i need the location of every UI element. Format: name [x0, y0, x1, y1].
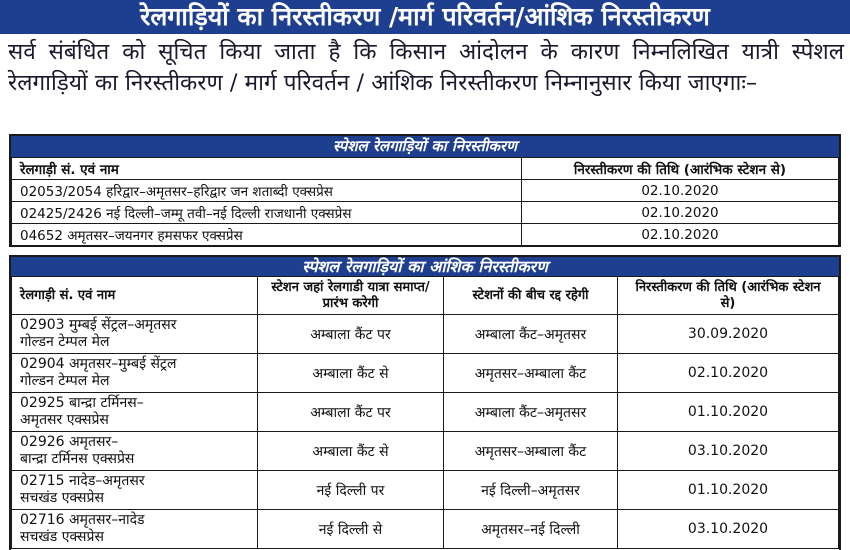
date-cell: 30.09.2020: [618, 315, 839, 354]
date-cell: 02.10.2020: [522, 224, 839, 246]
cancelled-between-cell: अम्बाला कैंट–अमृतसर: [444, 315, 618, 354]
table-row: [12, 224, 839, 246]
column-header-train: रेलगाड़ी सं. एवं नाम: [12, 277, 258, 315]
terminal-station-cell: अम्बाला कैंट से: [258, 354, 444, 393]
date-cell: 02.10.2020: [522, 180, 839, 202]
train-number-route: 02904 अमृतसर–मुम्बई सेंट्रल: [20, 356, 177, 372]
train-cell: 02425/2426 नई दिल्ली–जम्मू तवी–नई दिल्ली राजधानी एक्सप्रेस: [12, 202, 522, 224]
date-cell: 02.10.2020: [522, 202, 839, 224]
train-name: बान्द्रा टर्मिनस एक्सप्रेस: [20, 451, 135, 467]
date-cell: 03.10.2020: [618, 432, 839, 471]
train-number-route: 02903 मुम्बई सेंट्रल–अमृतसर: [20, 317, 177, 333]
partial-cancellation-heading: स्पेशल रेलगाड़ियों का आंशिक निरस्तीकरण: [11, 257, 839, 276]
cancelled-between-cell: अमृतसर–अम्बाला कैंट: [444, 354, 618, 393]
train-name: अमृतसर एक्सप्रेस: [20, 412, 109, 428]
train-cell: [12, 510, 258, 549]
train-number-route: 02925 बान्द्रा टर्मिनस–: [20, 395, 144, 411]
cancelled-between-cell: अम्बाला कैंट–अमृतसर: [444, 393, 618, 432]
notice-banner-title: रेलगाड़ियों का निरस्तीकरण /मार्ग परिवर्तन/आंशिक निरस्तीकरण: [0, 0, 850, 34]
notice-paragraph: सर्व संबंधित को सूचित किया जाता है कि किसान आंदोलन के कारण निम्नलिखित यात्री स्पेशल रेलगाड़ियों का निरस्तीकरण / मार्ग परिवर्तन / आंशिक निरस्तीकरण निम्नानुसार किया जाएगाः–: [8, 39, 844, 96]
terminal-station-cell: नई दिल्ली से: [258, 510, 444, 549]
column-header-date: निरस्तीकरण की तिथि (आरंभिक स्टेशन से): [618, 277, 839, 315]
table-row: [12, 180, 839, 202]
column-header-date: निरस्तीकरण की तिथि (आरंभिक स्टेशन से): [522, 158, 839, 180]
train-cell: [12, 471, 258, 510]
terminal-station-cell: अम्बाला कैंट से: [258, 432, 444, 471]
train-number-route: 02715 नादेड–अमृतसर: [20, 473, 145, 489]
cancelled-between-cell: नई दिल्ली–अमृतसर: [444, 471, 618, 510]
cancellation-panel: [9, 134, 841, 247]
table-row: [12, 471, 839, 510]
train-name: सचखंड एक्सप्रेस: [20, 490, 104, 506]
table-header-row: [12, 277, 839, 315]
train-cell: [12, 354, 258, 393]
train-name: सचखंड एक्सप्रेस: [20, 529, 104, 545]
date-cell: 02.10.2020: [618, 354, 839, 393]
terminal-station-cell: अम्बाला कैंट पर: [258, 393, 444, 432]
train-name: गोल्डन टेम्पल मेल: [20, 334, 110, 350]
terminal-station-cell: अम्बाला कैंट पर: [258, 315, 444, 354]
cancellation-heading: स्पेशल रेलगाड़ियों का निरस्तीकरण: [11, 136, 839, 157]
terminal-station-cell: नई दिल्ली पर: [258, 471, 444, 510]
train-cell: [12, 315, 258, 354]
train-cell: 04652 अमृतसर–जयनगर हमसफर एक्सप्रेस: [12, 224, 522, 246]
partial-cancellation-panel: [9, 255, 841, 550]
cancellation-table: [11, 157, 839, 246]
table-row: [12, 432, 839, 471]
table-header-row: [12, 158, 839, 180]
train-name: गोल्डन टेम्पल मेल: [20, 373, 110, 389]
table-row: [12, 510, 839, 549]
table-row: [12, 354, 839, 393]
date-cell: 03.10.2020: [618, 510, 839, 549]
table-row: [12, 315, 839, 354]
train-cell: [12, 432, 258, 471]
date-cell: 01.10.2020: [618, 471, 839, 510]
date-cell: 01.10.2020: [618, 393, 839, 432]
column-header-terminal-station: स्टेशन जहां रेलगाडी यात्रा समाप्त/प्रारंभ करेगी: [258, 277, 444, 315]
train-number-route: 02926 अमृतसर–: [20, 434, 119, 450]
partial-cancellation-table: [11, 276, 839, 549]
train-cell: 02053/2054 हरिद्वार–अमृतसर–हरिद्वार जन शताब्दी एक्सप्रेस: [12, 180, 522, 202]
column-header-train: रेलगाड़ी सं. एवं नाम: [12, 158, 522, 180]
table-row: [12, 202, 839, 224]
train-cell: [12, 393, 258, 432]
table-row: [12, 393, 839, 432]
column-header-cancelled-between: स्टेशनों की बीच रद्द रहेगी: [444, 277, 618, 315]
train-number-route: 02716 अमृतसर–नादेड: [20, 512, 145, 528]
cancelled-between-cell: अमृतसर–अम्बाला कैंट: [444, 432, 618, 471]
cancelled-between-cell: अमृतसर–नई दिल्ली: [444, 510, 618, 549]
